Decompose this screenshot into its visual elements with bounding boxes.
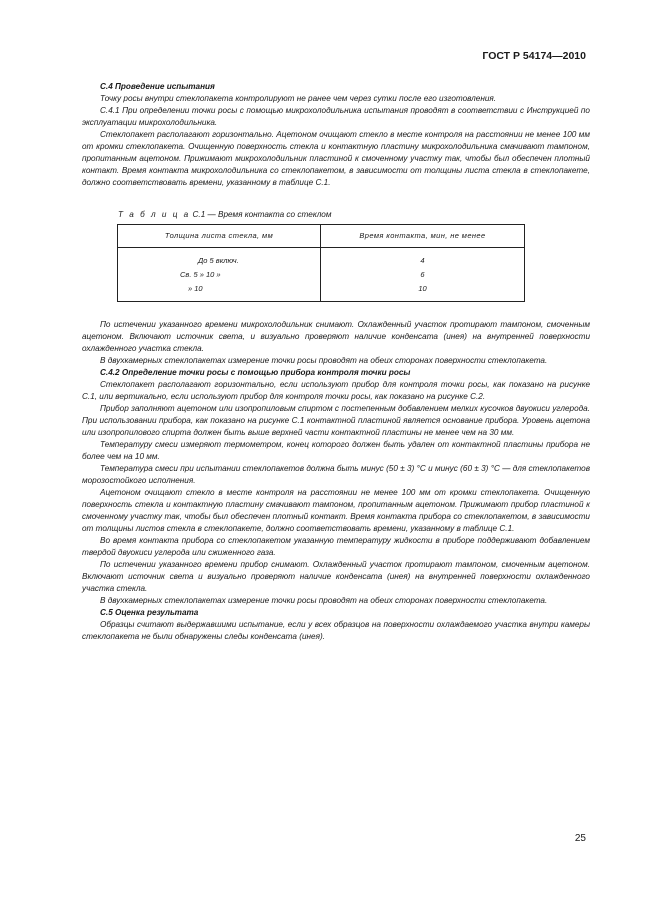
paragraph: Точку росы внутри стеклопакета контролируют не ранее чем через сутки после его изготовления.: [100, 94, 497, 103]
table-caption-prefix: Т а б л и ц а: [118, 210, 191, 219]
thickness-column: [118, 248, 321, 302]
page-number: 25: [574, 833, 586, 844]
paragraph: Образцы считают выдержавшими испытание, если у всех образцов на поверхности охлаждаемого участка внутри камеры стеклопакета не были обнаружены следы конденсата (инея).: [82, 620, 590, 641]
table-cell-time: 10: [418, 284, 427, 293]
paragraph: Температуру смеси измеряют термометром, конец которого должен быть удален от контактной пластины прибора не более чем на 10 мм.: [82, 440, 590, 461]
table-cell-thickness: » 10: [188, 284, 203, 293]
table-cell-thickness: Св. 5 » 10 »: [180, 270, 221, 279]
table-caption-title: С.1 — Время контакта со стеклом: [192, 210, 332, 219]
paragraph: По истечении указанного времени микрохолодильник снимают. Охлажденный участок протирают тампоном, смоченным ацетоном. Включают источник света, и визуально проверяют наличие конденсата (инея) на внутренней поверхности охлажденного участка стекла.: [82, 320, 590, 353]
paragraph: Прибор заполняют ацетоном или изопропиловым спиртом с постепенным добавлением мелких кусочков двуокиси углерода. При использовании прибора, как показано на рисунке С.1 контактной пластиной является основание прибора. Уровень ацетона или изопропилового спирта должен быть выше верхней части контактной пластины не менее чем на 30 мм.: [82, 404, 590, 437]
paragraph: Стеклопакет располагают горизонтально, если используют прибор для контроля точки росы, как показано на рисунке С.1, или вертикально, если используют прибор для контроля точки росы, как показано на рисунке С.2.: [82, 380, 590, 401]
table-caption: [118, 209, 331, 221]
table-cell-thickness: До 5 включ.: [198, 256, 239, 265]
paragraph: В двухкамерных стеклопакетах измерение точки росы проводят на обеих сторонах поверхности стеклопакета.: [100, 596, 548, 605]
header-thickness: Толщина листа стекла, мм: [118, 225, 321, 248]
table-cell-time: 4: [420, 256, 425, 265]
contact-time-table: [117, 224, 525, 302]
section-c4: [82, 81, 590, 189]
paragraph: Стеклопакет располагают горизонтально. Ацетоном очищают стекло в месте контроля на расстоянии не менее 100 мм от кромки стеклопакета. Очищенную поверхность стекла и контактную пластину микрохолодильника смачивают тампоном, пропитанным ацетоном. Прижимают микрохолодильник пластиной к смоченному участку так, чтобы был обеспечен плотный контакт. Время контакта микрохолодильника со стеклопакетом, в зависимости от толщины листа стекла в стеклопакете, должно соответствовать времени, указанному в таблице С.1.: [82, 130, 590, 187]
table-body-row: [118, 248, 525, 302]
body-after-table: [82, 319, 590, 643]
section-heading-c42: С.4.2 Определение точки росы с помощью прибора контроля точки росы: [100, 368, 411, 377]
paragraph: Во время контакта прибора со стеклопакетом указанную температуру жидкости в приборе поддерживают добавлением твердой двуокиси углерода или сжиженного газа.: [82, 536, 590, 557]
paragraph: Ацетоном очищают стекло в месте контроля на расстоянии не менее 100 мм от кромки стеклопакета. Очищенную поверхность стекла и контактную пластину смачивают тампоном, пропитанным ацетоном. Прижимают прибор пластиной к смоченному участку так, чтобы был обеспечен плотный контакт. Время контакта прибора со стеклопакетом, в зависимости от толщины листов стекла в стеклопакете, должно соответствовать времени, указанному в таблице С.1.: [82, 488, 590, 533]
paragraph: С.4.1 При определении точки росы с помощью микрохолодильника испытания проводят в соответствии с Инструкцией по эксплуатации микрохолодильника.: [82, 106, 590, 127]
standard-number: ГОСТ Р 54174—2010: [482, 50, 586, 62]
time-column: [321, 248, 525, 302]
section-heading-c5: С.5 Оценка результата: [100, 608, 199, 617]
paragraph: Температура смеси при испытании стеклопакетов должна быть минус (50 ± 3) °С и минус (60 ± 3) °С — для стеклопакетов морозостойкого исполнения.: [82, 464, 590, 485]
table-header-row: [118, 225, 525, 248]
section-heading-c4: С.4 Проведение испытания: [100, 82, 215, 91]
paragraph: В двухкамерных стеклопакетах измерение точки росы проводят на обеих сторонах поверхности стеклопакета.: [100, 356, 548, 365]
header-time: Время контакта, мин, не менее: [321, 225, 525, 248]
paragraph: По истечении указанного времени прибор снимают. Охлажденный участок протирают тампоном, смоченным ацетоном. Включают источник света и визуально проверяют наличие конденсата (инея) на внутренней поверхности охлажденного участка стекла.: [82, 560, 590, 593]
table-cell-time: 6: [420, 270, 425, 279]
